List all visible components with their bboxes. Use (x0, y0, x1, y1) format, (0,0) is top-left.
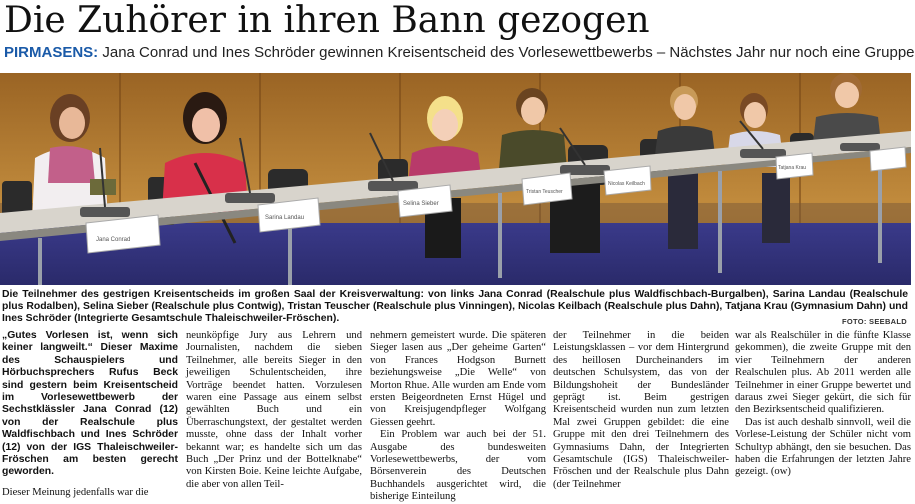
photo-credit: FOTO: SEEBALD (841, 317, 907, 326)
article-photo (0, 73, 911, 285)
article-paragraph: war als Realschüler in die fünfte Klasse gekommen), die zweite Gruppe mit den vier Teilnehmern der anderen Realschulen plus. Ab 2011 werden alle Teilnehmer in einer Gruppe bewertet und daraus zwei Sieger gekürt, die sich für den Bezirksentscheid qualifizieren. (735, 330, 911, 416)
nameplate-5: Nicolas Keilbach (608, 181, 645, 187)
article-paragraph: neunköpfige Jury aus Lehrern und Journalisten, nachdem die sieben Teilnehmer, alle bereits Sieger in den jeweiligen Schulentscheiden, ihre Vorträge beendet hatten. Vorzulesen waren eine Passage aus einem selbst gewählten Buch und ein Überraschungstext, der gestaltet werden musste, ohne dass der Inhalt vorher bekannt war; es handelte sich um das Buch „Der Prinz und der Bottelknabe“ von Kirsten Boie. Keine leichte Aufgabe, die aber von allen Teil- (186, 330, 362, 490)
article-column-1 (2, 330, 178, 498)
article-paragraph: Dieser Meinung jedenfalls war die (2, 486, 149, 498)
article-column-5 (735, 330, 911, 493)
article-paragraph: Ein Problem war auch bei der 51. Ausgabe des bundesweiten Vorlesewettbewerbs, der vom Börsenverein des Deutschen Buchhandels ausgerichtet wird, die bisherige Einteilung (370, 429, 546, 503)
article-paragraph: der Teilnehmer in die beiden Leistungsklassen – vor dem Hintergrund des heillosen Durcheinanders im deutschen Schulsystem, das von der Bildungshoheit der Bundesländer geprägt ist. Beim gestrigen Kreisentscheid wurden nun zum letzten Mal zwei Gruppen gebildet: die eine Gruppe mit den drei Teilnehmern des Gymnasiums Dahn, der Integrierten Gesamtschule (IGS) Thaleischweiler-Fröschen und der Realschule plus Dahn (der Teilnehmer (553, 330, 729, 490)
photo-caption: Die Teilnehmer des gestrigen Kreisentscheids im großen Saal der Kreisverwaltung: von links Jana Conrad (Realschule plus Waldfischbach-Burgalben), Sarina Landau (Realschule plus Rodalben), Selina Sieber (Realschule plus Contwig), Tristan Teuscher (Realschule plus Vinningen), Nicolas Keilbach (Realschule plus Dahn), Tatjana Krau (Gymnasium Dahn) und Ines Schröder (Integrierte Gesamtschule Thaleischweiler-Fröschen). (2, 289, 908, 324)
subheadline-text: Jana Conrad und Ines Schröder gewinnen Kreisentscheid des Vorlesewettbewerbs – Nächstes Jahr nur noch eine Gruppe (98, 44, 915, 61)
article-paragraph: Das ist auch deshalb sinnvoll, weil die Vorlese-Leistung der Schüler nicht vom Schultyp abhängt, den sie besuchen. Das haben die Erfahrungen der letzten Jahre gezeigt. (ow) (735, 416, 911, 478)
headline: Die Zuhörer in ihren Bann gezogen (4, 0, 650, 41)
nameplate-4: Tristan Teuscher (526, 189, 563, 195)
article-lead: „Gutes Vorlesen ist, wenn sich keiner langweilt.“ Dieser Maxime des Schauspielers und Hörbuchsprechers Rufus Beck sind gestern beim Kreisentscheid im Vorlesewettbewerb der Sechstklässler Jana Conrad (12) von der Realschule plus Waldfischbach und Ines Schröder (12) von der IGS Thaleischweiler-Fröschen am besten gerecht geworden. (2, 330, 178, 478)
nameplate-2: Sarina Landau (265, 215, 305, 221)
article-column-2 (186, 330, 362, 493)
article-paragraph: nehmern gemeistert wurde. Die späteren Sieger lasen aus „Der geheime Garten“ von Frances Hodgson Burnett beziehungsweise „Die Welle“ von Morton Rhue. Alle wurden am Ende vom ersten Beigeordneten Ernst Hügel und von Kreisjugendpfleger Wolfgang Giessen geehrt. (370, 330, 546, 428)
nameplate-6: Tatjana Krau (778, 165, 807, 171)
subheadline (4, 44, 915, 62)
nameplate-3: Selina Sieber (403, 201, 439, 207)
dateline-place: PIRMASENS: (4, 44, 99, 61)
article-body (2, 330, 911, 503)
article-column-4 (553, 330, 729, 493)
article-column-3 (370, 330, 546, 503)
nameplate-1: Jana Conrad (96, 237, 131, 243)
